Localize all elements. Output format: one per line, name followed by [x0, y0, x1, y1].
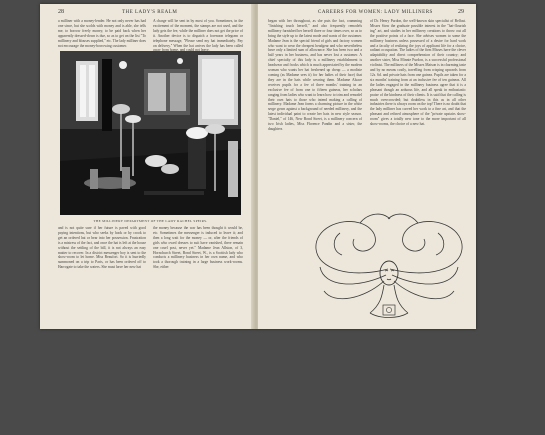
magazine-spread: [40, 4, 476, 329]
left-column-bottom: [58, 226, 146, 322]
text-paragraph: and is not quite sure if her future is paved with good paying intentions, but who seeks by hook or by crook to get an ordered hat or bear into her possession. Frustration is a mistress of the fact, and once the hat is left at the house without the settling of the bill, it is not always an easy matter to recover. In a district messenger boy is sent to the show-room to let home. Miss Beaufort. So it is hurriedly summoned on a trip to Paris, or has been ordered off to Harrogate to take the waters. She must have her new hat: [58, 226, 146, 270]
running-header-right: CAREERS FOR WOMEN: LADY MILLINERS: [318, 10, 433, 15]
decorative-head-illustration: [310, 209, 468, 321]
left-column-top: [58, 19, 146, 49]
text-paragraph: A charge will be sent in by most of you. Sometimes, in the excitement of the moment, the stamps are not used, and the lady gets the fee, while the milliner does not get the price of it. Another device is to dispatch a forenoon telegram or telephone message, "Please send my hat immediately. Pay on delivery." When the hat arrives the lady has been called: [153, 19, 243, 48]
left-page: [40, 4, 254, 329]
running-header-left: THE LADY'S REALM: [122, 10, 178, 15]
page-number-right: 29: [458, 9, 464, 15]
right-column-bottom: [153, 226, 243, 322]
right-column-top: [153, 19, 243, 49]
text-paragraph: the money because the war has been thought it would be, etc. Sometimes the messenger is induced to leave it; and then a long wait for the money — or, after the friends of girls who owed dresses to suit have vanished, there remain one cruel post, never yet." Madame Jean Allston, of 3, Hornchurch Street, Bond Street, W., is a Scottish lady who conducts a millinery business in her own name, and who took a thorough training in a large business work-rooms. She, either: [153, 226, 243, 270]
right-column: [370, 19, 466, 215]
millinery-department-photo: [60, 51, 241, 215]
text-paragraph: of Dr. Henry Purdon, the well-known skin specialist of Belfast. Misses Stow the graduate possible interest in the "hat-flourish ing" art, and studies in her millinery creations to throw out all the positive points of a face. She advises women to some the millinery business unless possessed of a desire for hard work and a faculty of realizing the joys of applicant life for a choice, radiant occupation. The ladies of the firm Misses have the clever adaptability and direct comprehension of their country; and another sister, Miss Minnie Purdon, is a successful professional violinist. The milliners of the Misses Maison is in charming taste and by no means costly, travelling from crisping upwards from 12s. 6d. and private hats from one guinea. Pupils are taken for a six months' training from at an inclusive fee of ten guineas. All the ladies engaged in the millinery business agree that it is a pleasant though an arduous life, and all speak in enthusiastic praise of the kindness of their clients. It is said that the calling is much overcrowded; but doubtless in this as in all other industries there is always room on the top! There is no doubt that the lady milliner has carved her work to a fine art, and that the pleasant and refined atmosphere of the "private upstairs show-room" gives a totally new tone to the more important of all show-rooms, the choice of a new hat.: [370, 19, 466, 127]
text-paragraph: a milliner with a money-lender. He not only never has had one since, but she scolds with money and is able, she tells me, to borrow freely money, to be paid back when her apparently dressed-down is due, so as to get on the list "To millinery and blouses supplied," etc. The lady milliner does not encourage the money-borrowing customer.: [58, 19, 146, 48]
text-paragraph: began with her throughout, as she puts the fact, cramming "finishing touch herself," and also frequently remodels millinery furnished her herself three or four times over, so as to bring the style up to the latest mode and wants of the customer. Madame Jean is the special friend of girls and factory women who want to wear the cheapest headgear and who nevertheless have only a limited sum of allowance. She has been two and a half years in her business, and has never lost a customer. A chief specialty of this lady is a millinery establishment is headwear and frocks which is much appreciated by the modern woman who wants her hat freshened up cheap — a modiste coming (as Madame sees it) for her ladies of their face) that they are in the hats while wearing them. Madame Alsace receives pupils for a fee of three months' training in an exclusive fee of from one to fifteen guineas, her scholars ranging from ladies who want to learn how to trim and remodel their own hats to those who intend making a calling of millinery. Madame Jean forms a charming picture in the white serge gown against a background of needed millinery, and the latest individual paint to create her hats in new style season. "Daniel," of 146, New Bond Street, is a millinery concern of two Irish ladies, Miss Florence Pandin and a sister, the daughters: [268, 19, 362, 131]
photo-caption: THE MILLINERY DEPARTMENT OF THE LADY RACHEL SPEIRS.: [93, 219, 208, 223]
page-number-left: 28: [58, 9, 64, 15]
